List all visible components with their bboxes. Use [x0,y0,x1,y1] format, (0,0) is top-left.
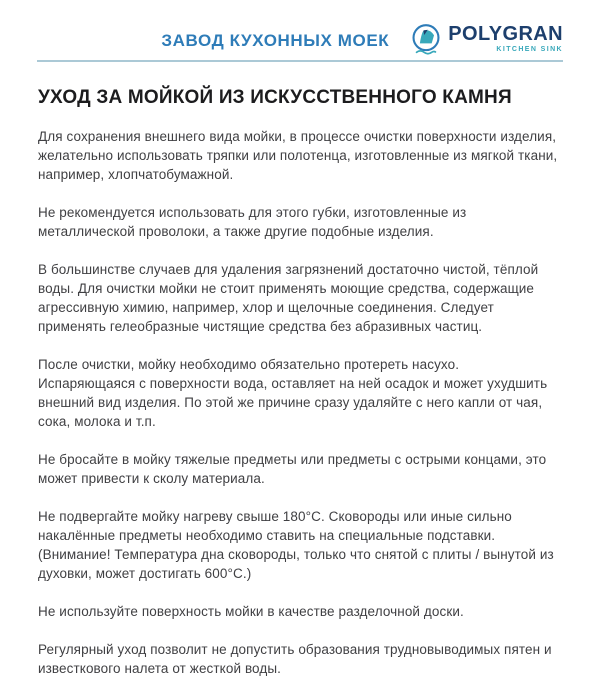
paragraph-warm-water: В большинстве случаев для удаления загрязнений достаточно чистой, тёплой воды. Для очистки мойки не стоит применять моющие средства, содержащие агрессивную химию, например, хлор и щелочные соединения. Следует применять гелеобразные чистящие средства без абразивных частиц. [38,262,539,334]
care-instructions-text [37,127,563,678]
polygran-sink-logo-icon [409,22,443,59]
brand-logo [409,24,563,59]
brand-text [448,24,563,53]
page-title: УХОД ЗА МОЙКОЙ ИЗ ИСКУССТВЕННОГО КАМНЯ [38,87,512,108]
paragraph-soft-cloth: Для сохранения внешнего вида мойки, в процессе очистки поверхности изделия, желательно использовать тряпки или полотенца, изготовленные из мягкой ткани, например, хлопчатобумажной. [38,129,558,182]
brand-name: POLYGRAN [448,22,563,45]
page-header [37,0,563,60]
paragraph-wipe-dry: После очистки, мойку необходимо обязательно протереть насухо. Испаряющаяся с поверхности вода, оставляет на ней осадок и может ухудшить внешний вид изделия. По этой же причине сразу удаляйте с него капли от чая, сока, молока и т.п. [38,357,548,429]
paragraph-regular-care: Регулярный уход позволит не допустить образования трудновыводимых пятен и известкового налета от жесткой воды. [38,642,552,676]
factory-title: ЗАВОД КУХОННЫХ МОЕК [161,31,390,50]
paragraph-no-cutting-board: Не используйте поверхность мойки в качестве разделочной доски. [38,604,464,619]
paragraph-no-metal-sponges: Не рекомендуется использовать для этого губки, изготовленные из металлической проволоки, а также другие подобные изделия. [38,205,467,239]
paragraph-heat-limit: Не подвергайте мойку нагреву свыше 180°С. Сковороды или иные сильно накалённые предметы необходимо ставить на специальные подставки. (Внимание! Температура дна сковороды, только что снятой с плиты / вынутой из духовки, может достигать 600°С.) [38,509,554,581]
paragraph-no-heavy-objects: Не бросайте в мойку тяжелые предметы или предметы с острыми концами, это может привести к сколу материала. [38,452,547,486]
header-divider [37,60,563,62]
brand-subtitle: KITCHEN SINK [496,45,563,53]
